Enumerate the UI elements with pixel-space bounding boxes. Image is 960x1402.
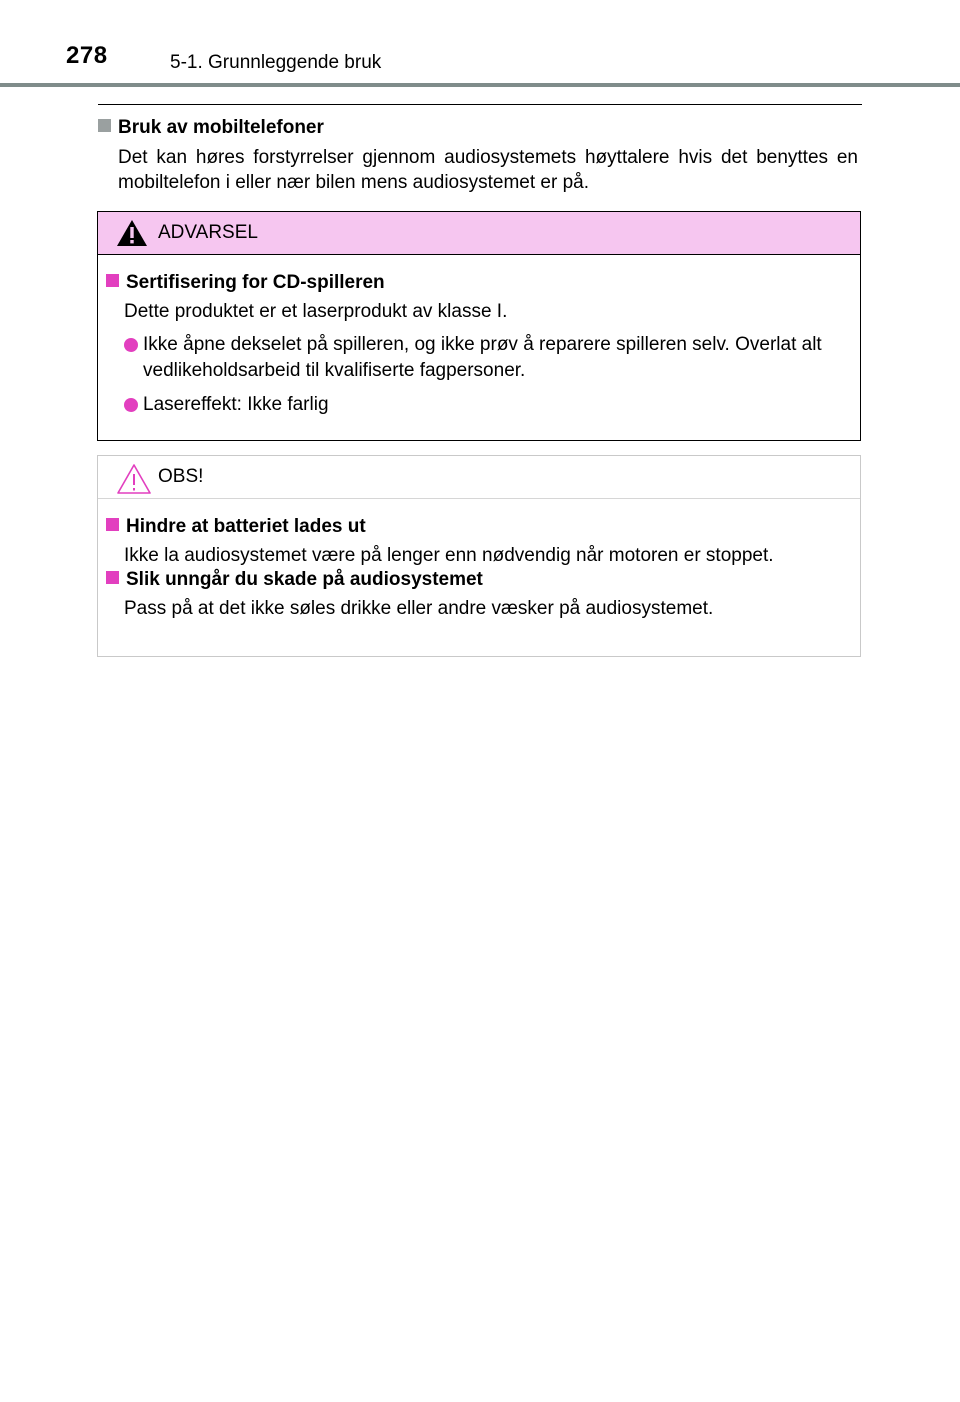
caution-triangle-icon (115, 462, 153, 496)
content-top-rule (98, 104, 862, 105)
warning-box-body (98, 255, 860, 418)
warning-label: ADVARSEL (158, 222, 258, 243)
intro-text: Det kan høres forstyrrelser gjennom audiosystemets høyttalere hvis det benyttes en mobiltelefon i eller nær bilen mens audiosystemet er på. (118, 147, 858, 193)
warning-triangle-icon (115, 218, 149, 248)
page-header (0, 0, 960, 90)
square-bullet-icon (98, 119, 111, 132)
notice-label: OBS! (158, 466, 204, 487)
square-bullet-icon (106, 518, 119, 531)
notice-heading-2 (106, 568, 850, 592)
notice-box-body (98, 499, 860, 621)
intro-heading-text: Bruk av mobiltelefoner (118, 117, 324, 138)
list-item (124, 332, 850, 384)
notice-text-1: Ikke la audiosystemet være på lenger enn nødvendig når motoren er stoppet. (124, 545, 774, 566)
notice-text-2: Pass på at det ikke søles drikke eller andre væsker på audiosystemet. (124, 598, 714, 619)
section-title: 5-1. Grunnleggende bruk (170, 52, 382, 73)
header-rule (0, 83, 960, 87)
notice-heading-text: Hindre at batteriet lades ut (126, 516, 366, 537)
list-item-text: Ikke åpne dekselet på spilleren, og ikke prøv å reparere spilleren selv. Overlat alt vedlikeholdsarbeid til kvalifiserte fagpersoner. (143, 334, 822, 381)
warning-heading (106, 271, 850, 295)
warning-box-header (98, 212, 860, 255)
square-bullet-icon (106, 571, 119, 584)
notice-heading-1 (106, 515, 850, 539)
round-bullet-icon (124, 338, 138, 352)
square-bullet-icon (106, 274, 119, 287)
warning-heading-text: Sertifisering for CD-spilleren (126, 272, 385, 293)
list-item (124, 392, 850, 418)
warning-text: Dette produktet er et laserprodukt av klasse I. (124, 301, 508, 322)
intro-heading (98, 116, 858, 140)
notice-box (97, 455, 861, 657)
list-item-text: Lasereffekt: Ikke farlig (143, 394, 329, 415)
warning-box (97, 211, 861, 441)
notice-box-header (98, 456, 860, 499)
intro-section (98, 116, 858, 195)
page-number: 278 (66, 42, 108, 69)
round-bullet-icon (124, 398, 138, 412)
notice-heading-text: Slik unngår du skade på audiosystemet (126, 569, 483, 590)
